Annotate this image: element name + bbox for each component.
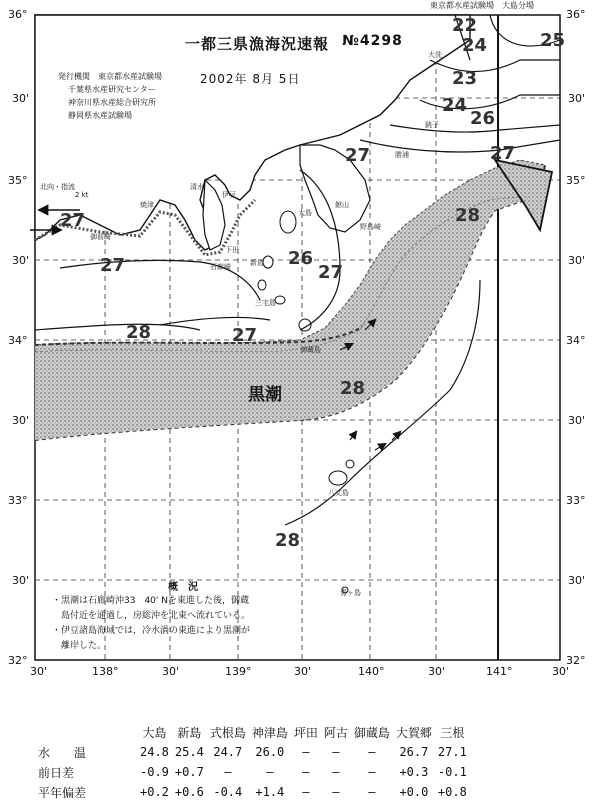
lon-label: 141° [486, 665, 513, 678]
lat-label-right: 30' [568, 254, 586, 267]
current-legend-label: 北向・指流 [40, 183, 75, 191]
lat-label: 30' [12, 92, 30, 105]
place-name: 焼津 [140, 201, 154, 209]
place-name: 伊豆 [222, 191, 236, 199]
table-cell: +0.8 [437, 785, 467, 799]
table-row [28, 742, 470, 762]
isotherm-label: 25 [540, 30, 566, 51]
station-name: 式根島 [209, 725, 246, 740]
place-name: 下田 [225, 246, 239, 254]
station-name: 御蔵島 [353, 725, 390, 740]
lon-label: 30' [552, 665, 570, 678]
lon-label: 140° [358, 665, 385, 678]
notes-line: 離岸した。 [52, 641, 107, 651]
water-temp-table [28, 722, 470, 802]
place-name: 三宅島 [255, 299, 276, 307]
place-name: 銚子 [425, 121, 439, 129]
notes-line: ・黒潮は石廊崎沖33 40' Nを東進した後，御蔵 [52, 596, 249, 606]
lon-label: 30' [428, 665, 446, 678]
place-name: 勝浦 [395, 151, 409, 159]
row-label: 平年偏差 [38, 785, 87, 800]
table-cell: +1.4 [255, 785, 285, 799]
lat-label: 36° [8, 8, 28, 21]
row-label: 前日差 [38, 765, 75, 780]
table-cell: -0.9 [140, 765, 169, 779]
place-name: 大洗 [428, 51, 442, 59]
place-name: 野島崎 [360, 223, 381, 231]
table-cell: 26.0 [255, 745, 285, 759]
station-name: 阿古 [323, 725, 348, 740]
table-cell: +0.2 [140, 785, 169, 799]
isotherm-label: 28 [126, 322, 152, 343]
lat-label-right: 30' [568, 574, 586, 587]
lon-label: 30' [162, 665, 180, 678]
isotherm-label: 28 [340, 378, 366, 399]
notes-title: 概 況 [168, 582, 198, 593]
table-row [28, 782, 470, 802]
table-cell: — [332, 745, 340, 759]
issue-date: 2002年 8月 5日 [200, 72, 301, 86]
station-name: 坪田 [293, 725, 318, 740]
isotherm-label: 27 [60, 210, 86, 231]
table-cell: 24.8 [140, 745, 169, 759]
issuer-line: 千葉県水産研究センター [68, 85, 156, 94]
lat-label: 33° [8, 494, 28, 507]
issuer-line: 静岡県水産試験場 [68, 111, 132, 120]
isotherm-label: 27 [100, 255, 126, 276]
lat-label: 30' [12, 574, 30, 587]
table-cell: — [332, 785, 340, 799]
bulletin-title: 一都三県漁海況速報 [185, 35, 330, 53]
place-name: 大島 [298, 209, 312, 217]
table-cell: +0.7 [174, 765, 204, 779]
table-cell: -0.4 [213, 785, 243, 799]
isotherm-label: 27 [345, 145, 371, 166]
lon-label: 138° [92, 665, 119, 678]
lat-label-right: 30' [568, 92, 586, 105]
issuer-line: 発行機関 東京都水産試験場 [58, 72, 162, 81]
lat-label-right: 33° [566, 494, 586, 507]
lon-label: 139° [225, 665, 252, 678]
notes-line: ・伊豆諸島海域では，冷水渦の東進により黒潮が [52, 626, 251, 636]
kuroshio-label: 黒潮 [248, 385, 282, 405]
table-cell: 26.7 [399, 745, 429, 759]
isotherm-label: 27 [318, 262, 344, 283]
isotherm-label: 26 [288, 248, 314, 269]
isotherm-label: 28 [275, 530, 301, 551]
table-cell: — [332, 765, 340, 779]
table-cell: — [302, 785, 310, 799]
lat-label: 35° [8, 174, 28, 187]
place-name: 館山 [335, 201, 349, 209]
table-cell: — [266, 765, 274, 779]
station-name: 大島 [142, 725, 167, 740]
table-cell: — [302, 745, 310, 759]
isotherm-label: 26 [470, 108, 496, 129]
station-name: 大賀郷 [395, 725, 432, 740]
table-cell: -0.1 [437, 765, 467, 779]
lon-label: 30' [30, 665, 48, 678]
isotherm-label: 24 [442, 95, 468, 116]
place-name: 御前崎 [90, 233, 111, 241]
station-name: 新島 [177, 725, 202, 740]
table-cell: — [302, 765, 310, 779]
table-row [28, 762, 470, 782]
lat-label-right: 32° [566, 654, 586, 667]
current-legend-scale: 2 kt [75, 191, 89, 199]
table-cell: — [224, 765, 232, 779]
table-cell: +0.3 [399, 765, 429, 779]
table-cell: — [368, 745, 376, 759]
table-cell: +0.0 [399, 785, 429, 799]
lon-label: 30' [294, 665, 312, 678]
lat-label-right: 30' [568, 414, 586, 427]
issuer-list [58, 70, 208, 122]
place-name: 清水 [190, 183, 204, 191]
notes-block [52, 594, 352, 654]
table-cell: +0.6 [174, 785, 204, 799]
lat-label-right: 36° [566, 8, 586, 21]
isotherm-label: 28 [455, 205, 481, 226]
place-name: 石廊崎 [210, 263, 231, 271]
table-cell: — [368, 765, 376, 779]
issue-number: №4298 [342, 33, 403, 49]
isotherm-label: 23 [452, 68, 478, 89]
isotherm-label: 27 [232, 325, 258, 346]
row-label: 水 温 [38, 745, 87, 760]
lat-label: 34° [8, 334, 28, 347]
station-name: 神津島 [251, 725, 288, 740]
place-name: 青ヶ島 [340, 589, 361, 597]
lat-label-right: 34° [566, 334, 586, 347]
table-header-row [28, 722, 470, 742]
lat-label-right: 35° [566, 174, 586, 187]
lat-label: 30' [12, 254, 30, 267]
isotherm-label: 24 [462, 35, 488, 56]
place-name: 新島 [250, 259, 264, 267]
place-name: 御蔵島 [300, 346, 321, 354]
notes-line: 島付近を通過し，房総沖を北東へ流れている。 [52, 611, 251, 621]
table-cell: 24.7 [213, 745, 243, 759]
issuer-line: 神奈川県水産総合研究所 [68, 98, 156, 107]
isotherm-label: 27 [490, 143, 516, 164]
lat-label: 32° [8, 654, 28, 667]
isotherm-label: 22 [452, 15, 478, 36]
lat-label: 30' [12, 414, 30, 427]
table-cell: — [368, 785, 376, 799]
place-name: 八丈島 [328, 489, 349, 497]
table-cell: 27.1 [437, 745, 467, 759]
station-name: 三根 [440, 725, 465, 740]
issuer-branch: 東京都水産試験場 大島分場 [430, 1, 534, 10]
table-cell: 25.4 [174, 745, 204, 759]
